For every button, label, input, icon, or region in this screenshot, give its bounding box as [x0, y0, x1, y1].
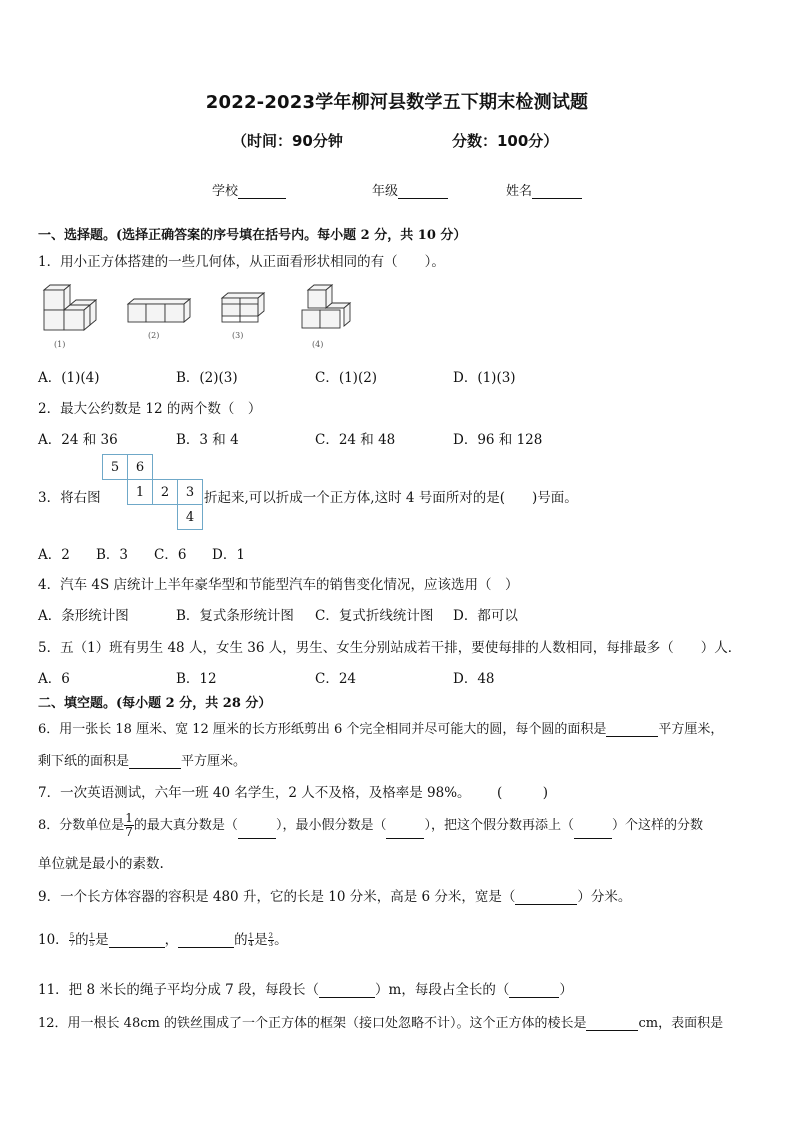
name-label: 姓名 — [506, 184, 533, 199]
q9-blank[interactable] — [515, 890, 577, 905]
q11-text: 11．把 8 米长的绳子平均分成 7 段，每段长（ — [38, 982, 320, 998]
question-2: 2．最大公约数是 12 的两个数（ ） — [38, 401, 262, 417]
exam-score: 分数：100分） — [452, 132, 559, 150]
figure-label-2: (2) — [148, 331, 160, 340]
question-3-prefix: 3．将右图 — [38, 490, 101, 506]
q3-option-c[interactable]: C．6 — [154, 547, 187, 563]
section-fill-heading: 二、填空题。(每小题 2 分，共 28 分） — [38, 696, 272, 711]
school-blank[interactable] — [238, 184, 286, 199]
q10-mid3: ， — [164, 932, 179, 948]
q10-f1-den: 7 — [69, 940, 75, 948]
q3-option-d[interactable]: D．1 — [212, 547, 245, 563]
q8-blank-2[interactable] — [386, 824, 424, 839]
q8-prefix: 8．分数单位是 — [38, 818, 125, 833]
q1-option-c[interactable]: C．(1)(2) — [315, 370, 378, 386]
q10-mid4: 的 — [234, 932, 248, 948]
q8-part2: ），最小假分数是（ — [275, 818, 387, 833]
q10-f3-num: 1 — [248, 932, 254, 940]
question-1: 1．用小正方体搭建的一些几何体，从正面看形状相同的有（ ）。 — [38, 254, 445, 270]
question-12 — [38, 1012, 723, 1031]
question-6-line1 — [38, 718, 723, 737]
q12-text: 12．用一根长 48cm 的铁丝围成了一个正方体的框架（接口处忽略不计）。这个正方体的棱长是 — [38, 1016, 587, 1031]
figure-2-cubes — [128, 299, 190, 322]
q10-f3-den: 4 — [248, 940, 254, 948]
q4-option-b[interactable]: B．复式条形统计图 — [176, 608, 294, 624]
q10-mid5: 是 — [254, 932, 268, 948]
figure-1-cubes — [44, 285, 96, 330]
q10-prefix: 10． — [38, 932, 69, 948]
net-face-2: 2 — [153, 480, 178, 505]
q10-f4-num: 2 — [268, 932, 274, 940]
net-face-6: 6 — [128, 455, 153, 480]
grade-blank[interactable] — [398, 184, 448, 199]
q7-answer-blank[interactable]: ( ) — [497, 785, 549, 801]
q3-option-a[interactable]: A．2 — [38, 547, 70, 563]
name-blank[interactable] — [532, 184, 582, 199]
school-field[interactable] — [212, 180, 286, 199]
figure-label-4: (4) — [312, 340, 324, 349]
page-title: 2022-2023学年柳河县数学五下期末检测试题 — [205, 92, 589, 113]
q10-f2-den: 5 — [89, 940, 95, 948]
q4-option-c[interactable]: C．复式折线统计图 — [315, 608, 434, 624]
net-face-5: 5 — [103, 455, 128, 480]
q10-mid1: 的 — [75, 932, 89, 948]
q10-blank-1[interactable] — [109, 933, 165, 948]
question-3-suffix: 折起来,可以折成一个正方体,这时 4 号面所对的是( )号面。 — [204, 490, 578, 506]
q10-f2-num: 1 — [89, 932, 95, 940]
q9-text: 9．一个长方体容器的容积是 480 升，它的长是 10 分米，高是 6 分米，宽是（ — [38, 889, 516, 905]
q8-frac-num: 1 — [125, 811, 133, 825]
q11-blank-2[interactable] — [509, 983, 559, 998]
net-face-1: 1 — [128, 480, 153, 505]
q1-option-b[interactable]: B．(2)(3) — [176, 370, 238, 386]
q2-option-d[interactable]: D．96 和 128 — [453, 432, 543, 448]
q2-option-a[interactable]: A．24 和 36 — [38, 432, 118, 448]
q8-part1: 的最大真分数是（ — [133, 818, 238, 833]
question-8-line2: 单位就是最小的素数. — [38, 856, 164, 872]
q8-blank-1[interactable] — [238, 824, 276, 839]
q8-part4: ）个这样的分数 — [611, 818, 703, 833]
figure-label-1: (1) — [54, 340, 66, 349]
q8-part3: ），把这个假分数再添上（ — [424, 818, 574, 833]
q5-option-c[interactable]: C．24 — [315, 671, 357, 687]
net-face-4: 4 — [178, 505, 203, 530]
net-face-3: 3 — [178, 480, 203, 505]
q2-option-c[interactable]: C．24 和 48 — [315, 432, 396, 448]
question-5: 5．五（1）班有男生 48 人，女生 36 人，男生、女生分别站成若干排，要使每排的人数相同，每排最多（ ）人． — [38, 640, 742, 656]
q8-blank-3[interactable] — [574, 824, 612, 839]
q10-end: 。 — [274, 932, 288, 948]
q6-blank-1[interactable] — [606, 722, 658, 737]
q6-text-2-end: 平方厘米。 — [181, 754, 247, 769]
q8-frac-den: 7 — [125, 825, 133, 839]
question-8-line1 — [38, 812, 703, 839]
q6-blank-2[interactable] — [129, 754, 181, 769]
school-label: 学校 — [212, 184, 239, 199]
q10-f4-den: 3 — [268, 940, 274, 948]
q6-text-1: 6．用一张长 18 厘米、宽 12 厘米的长方形纸剪出 6 个完全相同并尽可能大的圆，每个圆的面积是 — [38, 722, 607, 737]
q1-option-d[interactable]: D．(1)(3) — [453, 370, 516, 386]
q5-option-b[interactable]: B．12 — [176, 671, 217, 687]
q12-end: cm，表面积是 — [638, 1016, 724, 1031]
grade-label: 年级 — [372, 184, 399, 199]
question-10 — [38, 928, 288, 948]
exam-time: （时间：90分钟 — [232, 132, 343, 150]
q4-option-a[interactable]: A．条形统计图 — [38, 608, 129, 624]
figure-3-cubes — [222, 293, 264, 322]
question-6-line2 — [38, 750, 246, 769]
q12-blank[interactable] — [586, 1016, 638, 1031]
q8-fraction — [124, 812, 134, 839]
section-choice-heading: 一、选择题。(选择正确答案的序号填在括号内。每小题 2 分，共 10 分） — [38, 228, 467, 243]
name-field[interactable] — [506, 180, 582, 199]
q1-option-a[interactable]: A．(1)(4) — [38, 370, 100, 386]
q11-blank-1[interactable] — [319, 983, 375, 998]
figure-4-cubes — [302, 285, 350, 328]
figure-label-3: (3) — [232, 331, 244, 340]
grade-field[interactable] — [372, 180, 448, 199]
question-9 — [38, 885, 631, 905]
q6-text-2: 剩下纸的面积是 — [38, 754, 130, 769]
q2-option-b[interactable]: B．3 和 4 — [176, 432, 239, 448]
cube-net — [102, 454, 203, 530]
q6-text-1-end: 平方厘米， — [658, 722, 724, 737]
q10-f1-num: 5 — [69, 932, 75, 940]
question-11 — [38, 978, 573, 998]
q5-option-d[interactable]: D．48 — [453, 671, 495, 687]
q11-end: ） — [559, 982, 573, 998]
q3-option-b[interactable]: B．3 — [96, 547, 129, 563]
q10-mid2: 是 — [95, 932, 109, 948]
q4-option-d[interactable]: D．都可以 — [453, 608, 518, 624]
q11-mid: ）m，每段占全长的（ — [375, 982, 510, 998]
question-7: 7．一次英语测试，六年一班 40 名学生，2 人不及格，及格率是 98%。 — [38, 785, 471, 801]
question-4: 4．汽车 4S 店统计上半年豪华型和节能型汽车的销售变化情况，应该选用（ ） — [38, 577, 519, 593]
q9-end: ）分米。 — [577, 889, 632, 905]
q10-blank-2[interactable] — [178, 933, 234, 948]
q5-option-a[interactable]: A．6 — [38, 671, 70, 687]
